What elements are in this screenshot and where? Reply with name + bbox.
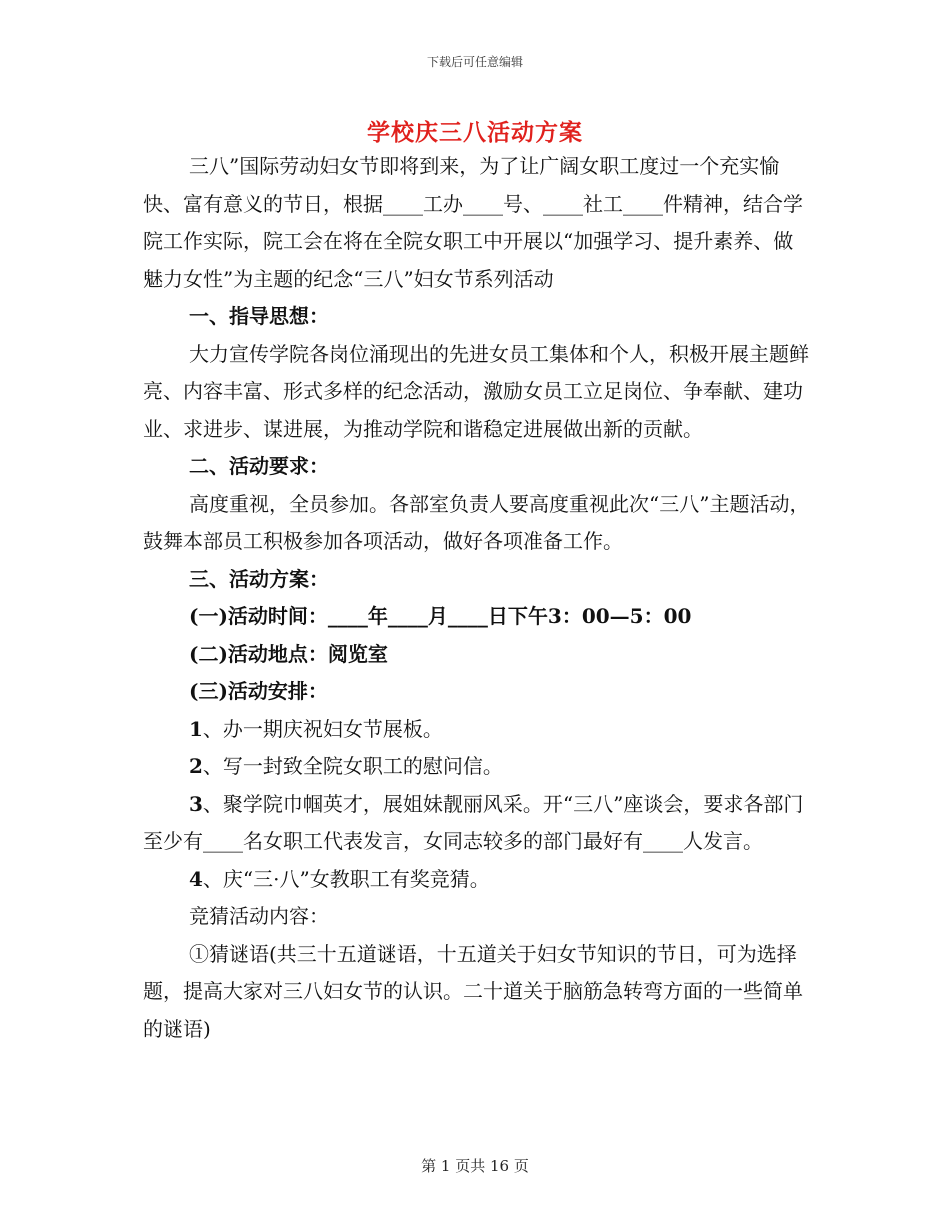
arrangement-item-2 (143, 748, 813, 786)
section3-heading: 三、活动方案： (189, 566, 329, 591)
arrangement-number: 2 (189, 754, 203, 778)
arrangement-text: 、写一封致全院女职工的慰问信。 (202, 754, 503, 778)
arrangement-text: 、聚学院巾帼英才，展姐妹靓丽风采。开“三八”座谈会，要求各部门至少有____名女职工代表发言，女同志较多的部门最好有____人发言。 (143, 791, 804, 853)
contest-item-1: ①猜谜语(共三十五道谜语，十五道关于妇女节知识的节日，可为选择题，提高大家对三八妇女节的认识。二十道关于脑筋急转弯方面的一些简单的谜语) (143, 941, 803, 1041)
page-footer: 第 1 页共 16 页 (421, 1157, 529, 1175)
arrangement-item-3 (143, 786, 813, 861)
intro-paragraph: 三八”国际劳动妇女节即将到来，为了让广阔女职工度过一个充实愉快、富有意义的节日，根据____工办____号、____社工____件精神，结合学院工作实际，院工会在将在全院女职工中开展以“加强学习、提升素养、做魅力女性”为主题的纪念“三八”妇女节系列活动 (143, 154, 803, 291)
arrangement-item-4 (143, 861, 813, 899)
section1-heading: 一、指导思想： (189, 304, 329, 328)
arrangement-text: 、庆“三·八”女教职工有奖竞猜。 (202, 866, 490, 891)
activity-place: (二)活动地点：阅览室 (189, 641, 388, 666)
arrangement-text: 、办一期庆祝妇女节展板。 (202, 716, 443, 741)
arrangement-number: 4 (189, 866, 203, 891)
arrangement-number: 1 (189, 716, 203, 741)
document-title: 学校庆三八活动方案 (367, 119, 583, 146)
contest-label: 竞猜活动内容： (189, 904, 329, 928)
document-body (143, 148, 813, 1048)
arrangement-item-1 (143, 711, 813, 749)
section2-heading: 二、活动要求： (189, 454, 329, 478)
activity-arrangement-heading: (三)活动安排： (189, 679, 328, 703)
arrangement-number: 3 (189, 791, 203, 816)
section1-paragraph: 大力宣传学院各岗位涌现出的先进女员工集体和个人，积极开展主题鲜亮、内容丰富、形式多样的纪念活动，激励女员工立足岗位、争奉献、建功业、求进步、谋进展，为推动学院和谐稳定进展做出新的贡献。 (143, 341, 809, 441)
section2-paragraph: 高度重视，全员参加。各部室负责人要高度重视此次“三八”主题活动，鼓舞本部员工积极参加各项活动，做好各项准备工作。 (143, 491, 810, 553)
activity-time: (一)活动时间：____年____月____日下午3：00—5：00 (189, 604, 692, 628)
header-note: 下载后可任意编辑 (426, 55, 523, 69)
